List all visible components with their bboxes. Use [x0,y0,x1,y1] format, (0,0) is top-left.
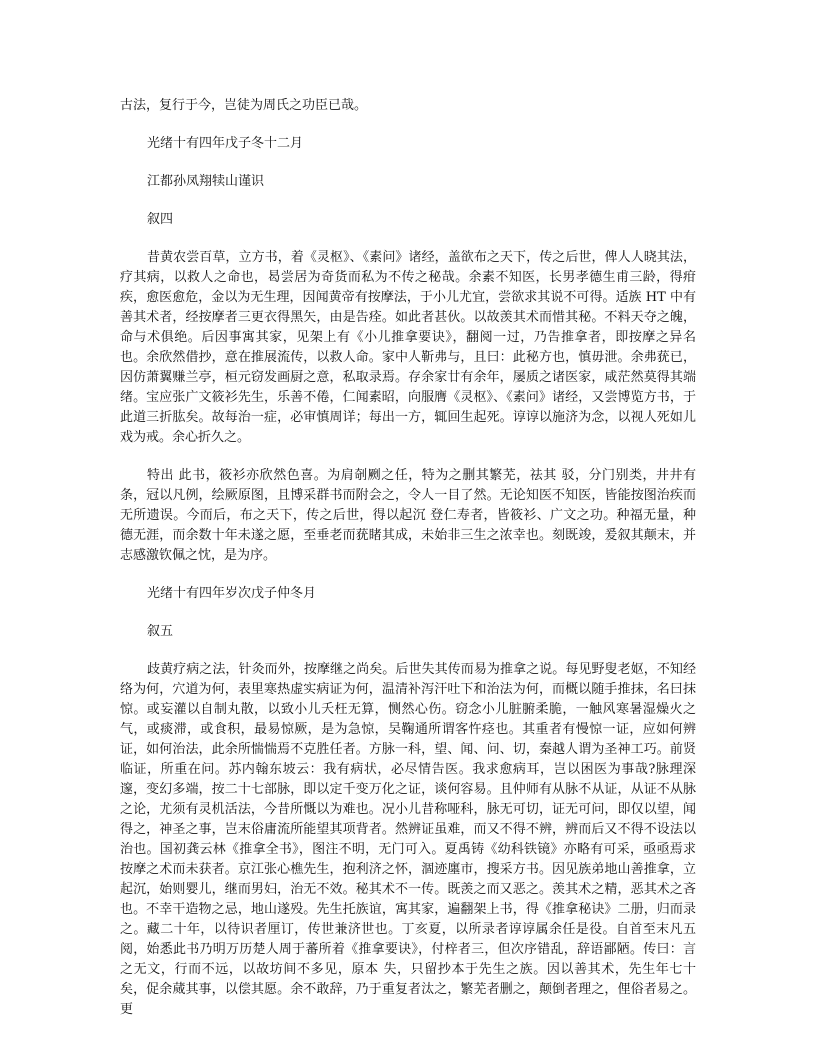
section-heading-preface-four: 叙四 [147,212,174,227]
body-paragraph: 昔黄农尝百草，立方书，着《灵枢》、《素问》诸经，盖欲布之天下，传之后世，俾人人晓其法，疗其病，以救人之命也，曷尝居为奇货而私为不传之秘哉。余素不知医，长男孝德生甫三龄，得疳疾，愈医愈危，金以为无生理，因闻黄帝有按摩法，于小儿尤宜，尝欲求其说不可得。适族 HT 中有善其术者，经按摩者三更衣得黑矢，由是告痊。如此者甚伙。以故羡其术而惜其秘。不料天夺之魄，命与术俱绝。后因事寓其家，见架上有《小儿推拿要诀》，翻阅一过，乃告推拿者，即按摩之异名也。余欣然借抄，意在推展流传，以救人命。家中人靳弗与，且曰：此秘方也，慎毋泄。余弗莸已，因仿萧翼赚兰亭，桓元窃发画厨之意，私取录焉。存余家廿有余年，屡质之诸医家，咸茫然莫得其端绪。宝应张广文筱衫先生，乐善不倦，仁闻素昭，向服膺《灵枢》、《素问》诸经，又尝博览方书，于此道三折肱矣。故每治一症，必审慎周详；每出一方，辄回生起死。谆谆以施济为念，以视人死如儿戏为戒。余心折久之。 [120,250,696,445]
section-heading-preface-five: 叙五 [147,624,174,639]
author-signature: 江都孙凤翔犊山谨识 [147,174,265,189]
closing-paragraph: 古法，复行于今，岂徒为周氏之功臣已哉。 [120,98,368,113]
body-paragraph: 特出 此书，筱衫亦欣然色喜。为肩剞劂之任，特为之删其繁芜，祛其 驳，分门别类，井井有条，冠以凡例，绘厥原图，且博采群书而附会之，令人一目了然。无论知医不知医，皆能按图治疾而无所遗误。今而后，布之天下，传之后世，得以起沉 登仁寿者，皆筱衫、广文之功。种福无量，种德无涯，而余数十年未遂之愿，至垂老而莸睹其成，未始非三生之浓幸也。刻既竣，爰叙其颠末，并志感激钦佩之忱，是为序。 [120,468,696,563]
document-page [120,96,696,1038]
body-paragraph: 歧黄疗病之法，针灸而外，按摩继之尚矣。后世失其传而易为推拿之说。每见野叟老妪，不知经络为何，穴道为何，表里寒热虚实病证为何，温清补泻汗吐下和治法为何，而概以随手推抹，名曰抹惊。或妄灌以自制丸散，以致小儿夭枉无算，恻然心伤。窃念小儿脏腑柔脆，一触风寒暑湿燥火之气，或痰滞，或食积，最易惊厥，是为急惊，吴鞠通所谓客忤痉也。其重者有慢惊一证，应如何辨证，如何治法，此余所惴惴焉不克胜任者。方脉一科，望、闻、问、切，秦越人谓为圣神工巧。前贤临证，所重在问。苏内翰东坡云：我有病状，必尽情告医。我求愈病耳，岂以困医为事哉?脉理深邃，变幻多端，按二十七部脉，即以定千变万化之证，谈何容易。且仲师有从脉不从证，从证不从脉之论，尤须有灵机活法，今昔所慨以为难也。况小儿昔称哑科，脉无可切，证无可问，即仅以望，闻得之，神圣之事，岂末俗庸流所能望其项背者。然辨证虽难，而又不得不辨，辨而后又不得不设法以治也。国初龚云林《推拿全书》，图注不明，无门可入。夏禹铸《幼科铁镜》亦略有可采，亟亟焉求按摩之术而未获者。京江张心樵先生，抱利济之怀，涸迹廛市，搜采方书。因见族弟地山善推拿，立起沉，始则婴儿，继而男妇，治无不效。秘其术不一传。既羡之而又恶之。羡其术之精，恶其术之吝也。不幸干造物之忌，地山遂殁。先生托族谊，寓其家，遍翻架上书，得《推拿秘诀》二册，归而录之。藏二十年，以待识者厘订，传世兼济世也。丁亥夏，以所录者谆谆属余任是役。自首至末凡五阅，始悉此书乃明万历楚人周于蕃所着《推拿要诀》，付梓者三，但次序错乱，辞语鄙陋。传曰：言之无文，行而不远，以故坊间不多见，原本 失，只留抄本于先生之族。因以善其术，先生年七十矣，促余蒇其事，以偿其愿。余不敢辞，乃于重复者汰之，繁芜者删之，颠倒者理之，俚俗者易之。更 [120,662,696,1017]
date-line: 光绪十有四年岁次戊子仲冬月 [147,586,317,601]
date-line: 光绪十有四年戊子冬十二月 [147,136,304,151]
